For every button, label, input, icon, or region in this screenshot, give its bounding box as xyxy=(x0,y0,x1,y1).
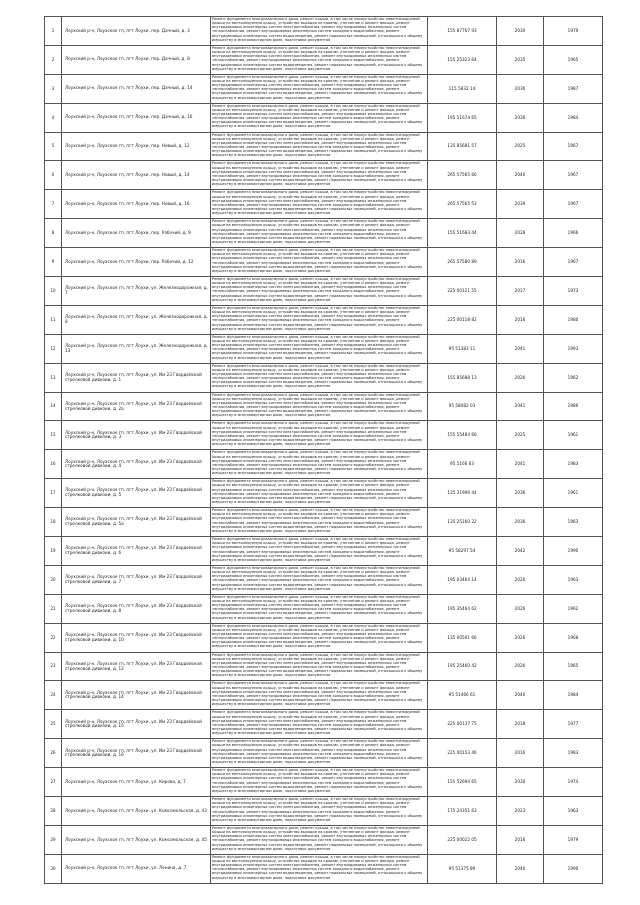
row-built-year: 1967 xyxy=(544,161,603,190)
table-row xyxy=(45,132,603,161)
table-row xyxy=(45,74,603,103)
row-plan-year: 2039 xyxy=(497,190,544,219)
row-cost: 135 25160 22 xyxy=(428,508,497,537)
works-description: Ремонт фундамента многоквартирного дома, ремонт крыши, в том числе переустройство невентилируемой крыши на вентилируемую крышу, устройство выходов на кровлю, утепление и ремонт фасада, ремонт внутридомовых инженерных систем электроснабжения, ремонт внутридомовых инженерных систем теплоснабжения, ремонт внутридомовых инженерных систем холодного водоснабжения, ремонт внутридомовых инженерных систем водоотведения, ремонт подвальных помещений, относящихся к общему имуществу в многоквартирном доме, подготовка документов xyxy=(212,797,423,822)
row-address: Лоухский р-н, Лоухское гп, пгт Лоухи, пер. Дачный, д. 14 xyxy=(62,74,211,103)
row-number: 8 xyxy=(45,219,62,248)
row-plan-year: 2016 xyxy=(497,739,544,768)
works-description: Ремонт фундамента многоквартирного дома, ремонт крыши, в том числе переустройство невентилируемой крыши на вентилируемую крышу, устройство выходов на кровлю, утепление и ремонт фасада, ремонт внутридомовых инженерных систем электроснабжения, ремонт внутридомовых инженерных систем теплоснабжения, ремонт внутридомовых инженерных систем холодного водоснабжения, ремонт внутридомовых инженерных систем водоотведения, ремонт подвальных помещений, относящихся к общему имуществу в многоквартирном доме, подготовка документов xyxy=(212,739,423,765)
row-number: 9 xyxy=(45,248,62,277)
row-built-year: 1980 xyxy=(544,305,603,334)
row-plan-year: 2025 xyxy=(497,421,544,450)
row-built-year: 1967 xyxy=(544,190,603,219)
row-plan-year: 2042 xyxy=(497,537,544,566)
row-built-year: 1961 xyxy=(544,421,603,450)
row-plan-year: 2041 xyxy=(497,450,544,479)
table-row xyxy=(45,768,603,797)
table-row xyxy=(45,681,603,710)
table-row xyxy=(45,508,603,537)
row-address: Лоухский р-н, Лоухское гп, пгт Лоухи, ул. Им 23 Гвардейской стрелковой дивизии, д. 16 xyxy=(62,739,211,768)
row-built-year: 1965 xyxy=(544,652,603,681)
row-number: 10 xyxy=(45,277,62,306)
row-number: 21 xyxy=(45,594,62,623)
row-plan-year: 2026 xyxy=(497,652,544,681)
row-plan-year: 2036 xyxy=(497,479,544,508)
row-number: 24 xyxy=(45,681,62,710)
row-plan-year: 2041 xyxy=(497,334,544,363)
table-row xyxy=(45,710,603,739)
row-built-year: 1983 xyxy=(544,739,603,768)
works-description: Ремонт фундамента многоквартирного дома, ремонт крыши, в том числе переустройство невентилируемой крыши на вентилируемую крышу, устройство выходов на кровлю, утепление и ремонт фасада, ремонт внутридомовых инженерных систем электроснабжения, ремонт внутридомовых инженерных систем теплоснабжения, ремонт внутридомовых инженерных систем холодного водоснабжения, ремонт внутридомовых инженерных систем водоотведения, ремонт подвальных помещений, относящихся к общему имуществу в многоквартирном доме, подготовка документов xyxy=(212,74,423,100)
row-works xyxy=(211,277,428,306)
row-cost: 225 00153 46 xyxy=(428,739,497,768)
table-row xyxy=(45,854,603,883)
row-works xyxy=(211,17,428,46)
row-address: Лоухский р-н, Лоухское гп, пгт Лоухи, пер. Рабочий, д. 9 xyxy=(62,219,211,248)
works-description: Ремонт фундамента многоквартирного дома, ремонт крыши, в том числе переустройство невентилируемой крыши на вентилируемую крышу, устройство выходов на кровлю, утепление и ремонт фасада, ремонт внутридомовых инженерных систем электроснабжения, ремонт внутридомовых инженерных систем теплоснабжения, ремонт внутридомовых инженерных систем холодного водоснабжения, ремонт внутридомовых инженерных систем водоотведения, ремонт подвальных помещений, относящихся к общему имуществу в многоквартирном доме, подготовка документов xyxy=(212,363,423,389)
row-built-year: 1963 xyxy=(544,565,603,594)
row-cost: 195 51674 65 xyxy=(428,103,497,132)
row-plan-year: 2017 xyxy=(497,277,544,306)
row-cost: 265 57565 66 xyxy=(428,161,497,190)
row-plan-year: 2016 xyxy=(497,825,544,854)
row-works xyxy=(211,363,428,392)
works-description: Ремонт фундамента многоквартирного дома, ремонт крыши, в том числе переустройство невентилируемой крыши на вентилируемую крышу, устройство выходов на кровлю, утепление и ремонт фасада, ремонт внутридомовых инженерных систем электроснабжения, ремонт внутридомовых инженерных систем теплоснабжения, ремонт внутридомовых инженерных систем холодного водоснабжения, ремонт внутридомовых инженерных систем водоотведения, ремонт подвальных помещений, относящихся к общему имуществу в многоквартирном доме, подготовка документов xyxy=(212,17,423,42)
row-number: 3 xyxy=(45,74,62,103)
table-row xyxy=(45,277,603,306)
row-built-year: 1987 xyxy=(544,74,603,103)
row-plan-year: 2040 xyxy=(497,161,544,190)
table-row xyxy=(45,594,603,623)
row-built-year: 1967 xyxy=(544,132,603,161)
row-works xyxy=(211,508,428,537)
repair-program-table xyxy=(44,16,603,884)
row-works xyxy=(211,74,428,103)
works-description: Ремонт фундамента многоквартирного дома, ремонт крыши, в том числе переустройство невентилируемой крыши на вентилируемую крышу, устройство выходов на кровлю, утепление и ремонт фасада, ремонт внутридомовых инженерных систем электроснабжения, ремонт внутридомовых инженерных систем теплоснабжения, ремонт внутридомовых инженерных систем холодного водоснабжения, ремонт внутридомовых инженерных систем водоотведения, ремонт подвальных помещений, относящихся к общему имуществу в многоквартирном доме, подготовка документов xyxy=(212,103,423,129)
table-row xyxy=(45,334,603,363)
row-works xyxy=(211,45,428,74)
row-cost: 135 85681 57 xyxy=(428,132,497,161)
row-number: 23 xyxy=(45,652,62,681)
row-address: Лоухский р-н, Лоухское гп, пгт Лоухи, ул. Им 23 Гвардейской стрелковой дивизии, д. 1 xyxy=(62,363,211,392)
row-plan-year: 2018 xyxy=(497,710,544,739)
row-works xyxy=(211,854,428,883)
row-cost: 135 31996 44 xyxy=(428,479,497,508)
works-description: Ремонт фундамента многоквартирного дома, ремонт крыши, в том числе переустройство невентилируемой крыши на вентилируемую крышу, устройство выходов на кровлю, утепление и ремонт фасада, ремонт внутридомовых инженерных систем электроснабжения, ремонт внутридомовых инженерных систем теплоснабжения, ремонт внутридомовых инженерных систем холодного водоснабжения, ремонт внутридомовых инженерных систем водоотведения, ремонт подвальных помещений, относящихся к общему имуществу в многоквартирном доме, подготовка документов xyxy=(212,305,423,331)
table-row xyxy=(45,421,603,450)
row-works xyxy=(211,479,428,508)
row-works xyxy=(211,334,428,363)
row-cost: 115 5832 14 xyxy=(428,74,497,103)
row-plan-year: 2035 xyxy=(497,45,544,74)
table-row xyxy=(45,363,603,392)
table-row xyxy=(45,537,603,566)
row-number: 11 xyxy=(45,305,62,334)
row-plan-year: 2040 xyxy=(497,681,544,710)
row-works xyxy=(211,305,428,334)
row-number: 2 xyxy=(45,45,62,74)
table-row xyxy=(45,103,603,132)
row-built-year: 1990 xyxy=(544,537,603,566)
works-description: Ремонт фундамента многоквартирного дома, ремонт крыши, в том числе переустройство невентилируемой крыши на вентилируемую крышу, устройство выходов на кровлю, утепление и ремонт фасада, ремонт внутридомовых инженерных систем электроснабжения, ремонт внутридомовых инженерных систем теплоснабжения, ремонт внутридомовых инженерных систем холодного водоснабжения, ремонт внутридомовых инженерных систем водоотведения, ремонт подвальных помещений, относящихся к общему имуществу в многоквартирном доме, подготовка документов xyxy=(212,190,423,216)
table-row xyxy=(45,305,603,334)
row-number: 5 xyxy=(45,132,62,161)
row-works xyxy=(211,537,428,566)
table-row xyxy=(45,565,603,594)
row-plan-year: 2026 xyxy=(497,594,544,623)
table-row xyxy=(45,450,603,479)
row-cost: 95 58482 03 xyxy=(428,392,497,421)
row-built-year: 1977 xyxy=(544,710,603,739)
row-number: 7 xyxy=(45,190,62,219)
row-cost: 265 57565 53 xyxy=(428,190,497,219)
works-description: Ремонт фундамента многоквартирного дома, ремонт крыши, в том числе переустройство невентилируемой крыши на вентилируемую крышу, устройство выходов на кровлю, утепление и ремонт фасада, ремонт внутридомовых инженерных систем электроснабжения, ремонт внутридомовых инженерных систем теплоснабжения, ремонт внутридомовых инженерных систем холодного водоснабжения, ремонт внутридомовых инженерных систем водоотведения, ремонт подвальных помещений, относящихся к общему имуществу в многоквартирном доме, подготовка документов xyxy=(212,508,423,533)
row-works xyxy=(211,161,428,190)
row-built-year: 1984 xyxy=(544,681,603,710)
row-cost: 155 85688 13 xyxy=(428,363,497,392)
works-description: Ремонт фундамента многоквартирного дома, ремонт крыши, в том числе переустройство невентилируемой крыши на вентилируемую крышу, устройство выходов на кровлю, утепление и ремонт фасада, ремонт внутридомовых инженерных систем электроснабжения, ремонт внутридомовых инженерных систем теплоснабжения, ремонт внутридомовых инженерных систем холодного водоснабжения, ремонт внутридомовых инженерных систем водоотведения, ремонт подвальных помещений, относящихся к общему имуществу в многоквартирном доме, подготовка документов xyxy=(212,825,423,851)
row-number: 12 xyxy=(45,334,62,363)
row-address: Лоухский р-н, Лоухское гп, пгт Лоухи, ул. Им 23 Гвардейской стрелковой дивизии, д. 5а xyxy=(62,508,211,537)
row-address: Лоухский р-н, Лоухское гп, пгт Лоухи, пер. Дачный, д. 3 xyxy=(62,17,211,46)
row-built-year: 1983 xyxy=(544,450,603,479)
row-cost: 225 00022 05 xyxy=(428,825,497,854)
table-row xyxy=(45,479,603,508)
row-cost: 265 57580 89 xyxy=(428,248,497,277)
row-works xyxy=(211,623,428,652)
row-number: 27 xyxy=(45,768,62,797)
works-description: Ремонт фундамента многоквартирного дома, ремонт крыши, в том числе переустройство невентилируемой крыши на вентилируемую крышу, устройство выходов на кровлю, утепление и ремонт фасада, ремонт внутридомовых инженерных систем электроснабжения, ремонт внутридомовых инженерных систем теплоснабжения, ремонт внутридомовых инженерных систем холодного водоснабжения, ремонт внутридомовых инженерных систем водоотведения, ремонт подвальных помещений, относящихся к общему имуществу в многоквартирном доме, подготовка документов xyxy=(212,854,423,880)
table-row xyxy=(45,797,603,826)
row-address: Лоухский р-н, Лоухское гп, пгт Лоухи, ул. Им 23 Гвардейской стрелковой дивизии, д. 8 xyxy=(62,594,211,623)
row-address: Лоухский р-н, Лоухское гп, пгт Лоухи, ул. Кирова, д. 7 xyxy=(62,768,211,797)
works-description: Ремонт фундамента многоквартирного дома, ремонт крыши, в том числе переустройство невентилируемой крыши на вентилируемую крышу, устройство выходов на кровлю, утепление и ремонт фасада, ремонт внутридомовых инженерных систем электроснабжения, ремонт внутридомовых инженерных систем теплоснабжения, ремонт внутридомовых инженерных систем холодного водоснабжения, ремонт внутридомовых инженерных систем водоотведения, ремонт подвальных помещений, относящихся к общему имуществу в многоквартирном доме, подготовка документов xyxy=(212,768,423,793)
row-plan-year: 2023 xyxy=(497,797,544,826)
row-number: 1 xyxy=(45,17,62,46)
works-description: Ремонт фундамента многоквартирного дома, ремонт крыши, в том числе переустройство невентилируемой крыши на вентилируемую крышу, устройство выходов на кровлю, утепление и ремонт фасада, ремонт внутридомовых инженерных систем электроснабжения, ремонт внутридомовых инженерных систем теплоснабжения, ремонт внутридомовых инженерных систем холодного водоснабжения, ремонт внутридомовых инженерных систем водоотведения, ремонт подвальных помещений, относящихся к общему имуществу в многоквартирном доме, подготовка документов xyxy=(212,277,423,302)
row-cost: 225 00137 75 xyxy=(428,710,497,739)
table-row xyxy=(45,190,603,219)
row-built-year: 1967 xyxy=(544,248,603,277)
row-cost: 225 00121 55 xyxy=(428,277,497,306)
row-number: 28 xyxy=(45,797,62,826)
table-row xyxy=(45,392,603,421)
works-description: Ремонт фундамента многоквартирного дома, ремонт крыши, в том числе переустройство невентилируемой крыши на вентилируемую крышу, устройство выходов на кровлю, утепление и ремонт фасада, ремонт внутридомовых инженерных систем электроснабжения, ремонт внутридомовых инженерных систем теплоснабжения, ремонт внутридомовых инженерных систем холодного водоснабжения, ремонт внутридомовых инженерных систем водоотведения, ремонт подвальных помещений, относящихся к общему имуществу в многоквартирном доме, подготовка документов xyxy=(212,248,423,273)
row-cost: 155 52694 65 xyxy=(428,768,497,797)
table-row xyxy=(45,161,603,190)
table-row xyxy=(45,623,603,652)
row-address: Лоухский р-н, Лоухское гп, пгт Лоухи, ул. Им 23 Гвардейской стрелковой дивизии, д. 10 xyxy=(62,623,211,652)
table-row xyxy=(45,219,603,248)
row-cost: 195 35464 62 xyxy=(428,594,497,623)
row-address: Лоухский р-н, Лоухское гп, пгт Лоухи, ул. Им 23 Гвардейской стрелковой дивизии, д. 2а xyxy=(62,392,211,421)
row-plan-year: 2036 xyxy=(497,103,544,132)
row-works xyxy=(211,219,428,248)
works-description: Ремонт фундамента многоквартирного дома, ремонт крыши, в том числе переустройство невентилируемой крыши на вентилируемую крышу, устройство выходов на кровлю, утепление и ремонт фасада, ремонт внутридомовых инженерных систем электроснабжения, ремонт внутридомовых инженерных систем теплоснабжения, ремонт внутридомовых инженерных систем холодного водоснабжения, ремонт внутридомовых инженерных систем водоотведения, ремонт подвальных помещений, относящихся к общему имуществу в многоквартирном доме, подготовка документов xyxy=(212,594,423,620)
row-built-year: 1963 xyxy=(544,797,603,826)
row-plan-year: 2041 xyxy=(497,392,544,421)
row-built-year: 1961 xyxy=(544,479,603,508)
row-address: Лоухский р-н, Лоухское гп, пгт Лоухи, пер. Дачный, д. 8 xyxy=(62,45,211,74)
row-cost: 95 51466 61 xyxy=(428,681,497,710)
row-address: Лоухский р-н, Лоухское гп, пгт Лоухи, ул. Ленина, д. 7 xyxy=(62,854,211,883)
row-built-year: 1968 xyxy=(544,623,603,652)
row-number: 22 xyxy=(45,623,62,652)
row-built-year: 1962 xyxy=(544,363,603,392)
row-cost: 155 55484 66 xyxy=(428,421,497,450)
table-row xyxy=(45,739,603,768)
works-description: Ремонт фундамента многоквартирного дома, ремонт крыши, в том числе переустройство невентилируемой крыши на вентилируемую крышу, устройство выходов на кровлю, утепление и ремонт фасада, ремонт внутридомовых инженерных систем электроснабжения, ремонт внутридомовых инженерных систем теплоснабжения, ремонт внутридомовых инженерных систем холодного водоснабжения, ремонт внутридомовых инженерных систем водоотведения, ремонт подвальных помещений, относящихся к общему имуществу в многоквартирном доме, подготовка документов xyxy=(212,45,423,71)
row-built-year: 1974 xyxy=(544,768,603,797)
row-address: Лоухский р-н, Лоухское гп, пгт Лоухи, пер. Новый, д. 14 xyxy=(62,161,211,190)
row-number: 29 xyxy=(45,825,62,854)
row-cost: 175 24351 63 xyxy=(428,797,497,826)
row-number: 18 xyxy=(45,508,62,537)
works-description: Ремонт фундамента многоквартирного дома, ремонт крыши, в том числе переустройство невентилируемой крыши на вентилируемую крышу, устройство выходов на кровлю, утепление и ремонт фасада, ремонт внутридомовых инженерных систем электроснабжения, ремонт внутридомовых инженерных систем теплоснабжения, ремонт внутридомовых инженерных систем холодного водоснабжения, ремонт внутридомовых инженерных систем водоотведения, ремонт подвальных помещений, относящихся к общему имуществу в многоквартирном доме, подготовка документов xyxy=(212,421,423,447)
row-plan-year: 2036 xyxy=(497,508,544,537)
row-address: Лоухский р-н, Лоухское гп, пгт Лоухи, ул. Им 23 Гвардейской стрелковой дивизии, д. 15 xyxy=(62,710,211,739)
row-cost: 155 25323 64 xyxy=(428,45,497,74)
table-row xyxy=(45,17,603,46)
row-number: 25 xyxy=(45,710,62,739)
row-built-year: 1962 xyxy=(544,594,603,623)
row-built-year: 1984 xyxy=(544,103,603,132)
row-number: 17 xyxy=(45,479,62,508)
row-works xyxy=(211,652,428,681)
row-works xyxy=(211,825,428,854)
row-cost: 95 58297 54 xyxy=(428,537,497,566)
row-works xyxy=(211,450,428,479)
row-works xyxy=(211,132,428,161)
row-built-year: 1965 xyxy=(544,45,603,74)
row-plan-year: 2026 xyxy=(497,363,544,392)
row-cost: 95 51383 11 xyxy=(428,334,497,363)
row-built-year: 1963 xyxy=(544,508,603,537)
row-address: Лоухский р-н, Лоухское гп, пгт Лоухи, ул. Им 23 Гвардейской стрелковой дивизии, д. 14 xyxy=(62,681,211,710)
works-description: Ремонт фундамента многоквартирного дома, ремонт крыши, в том числе переустройство невентилируемой крыши на вентилируемую крышу, устройство выходов на кровлю, утепление и ремонт фасада, ремонт внутридомовых инженерных систем электроснабжения, ремонт внутридомовых инженерных систем теплоснабжения, ремонт внутридомовых инженерных систем холодного водоснабжения, ремонт внутридомовых инженерных систем водоотведения, ремонт подвальных помещений, относящихся к общему имуществу в многоквартирном доме, подготовка документов xyxy=(212,392,423,418)
row-plan-year: 2025 xyxy=(497,132,544,161)
row-works xyxy=(211,681,428,710)
works-description: Ремонт фундамента многоквартирного дома, ремонт крыши, в том числе переустройство невентилируемой крыши на вентилируемую крышу, устройство выходов на кровлю, утепление и ремонт фасада, ремонт внутридомовых инженерных систем электроснабжения, ремонт внутридомовых инженерных систем теплоснабжения, ремонт внутридомовых инженерных систем холодного водоснабжения, ремонт внутридомовых инженерных систем водоотведения, ремонт подвальных помещений, относящихся к общему имуществу в многоквартирном доме, подготовка документов xyxy=(212,219,423,245)
row-address: Лоухский р-н, Лоухское гп, пгт Лоухи, ул. Комсомольская, д. 43 xyxy=(62,797,211,826)
row-address: Лоухский р-н, Лоухское гп, пгт Лоухи, пер. Рабочий, д. 12 xyxy=(62,248,211,277)
row-address: Лоухский р-н, Лоухское гп, пгт Лоухи, ул. Им 23 Гвардейской стрелковой дивизии, д. 5 xyxy=(62,479,211,508)
table-row xyxy=(45,248,603,277)
row-cost: 135 00501 66 xyxy=(428,623,497,652)
row-works xyxy=(211,594,428,623)
row-cost: 225 00118 82 xyxy=(428,305,497,334)
row-address: Лоухский р-н, Лоухское гп, пгт Лоухи, ул. Железнодорожная, д. 7 xyxy=(62,277,211,306)
row-plan-year: 2016 xyxy=(497,248,544,277)
row-number: 16 xyxy=(45,450,62,479)
row-number: 20 xyxy=(45,565,62,594)
row-plan-year: 2040 xyxy=(497,854,544,883)
row-cost: 155 51683 44 xyxy=(428,219,497,248)
row-address: Лоухский р-н, Лоухское гп, пгт Лоухи, ул. Им 23 Гвардейской стрелковой дивизии, д. 4 xyxy=(62,450,211,479)
row-built-year: 1979 xyxy=(544,17,603,46)
works-description: Ремонт фундамента многоквартирного дома, ремонт крыши, в том числе переустройство невентилируемой крыши на вентилируемую крышу, устройство выходов на кровлю, утепление и ремонт фасада, ремонт внутридомовых инженерных систем электроснабжения, ремонт внутридомовых инженерных систем теплоснабжения, ремонт внутридомовых инженерных систем холодного водоснабжения, ремонт внутридомовых инженерных систем водоотведения, ремонт подвальных помещений, относящихся к общему имуществу в многоквартирном доме, подготовка документов xyxy=(212,537,423,562)
row-address: Лоухский р-н, Лоухское гп, пгт Лоухи, ул. Комсомольская, д. 45 xyxy=(62,825,211,854)
row-number: 19 xyxy=(45,537,62,566)
works-description: Ремонт фундамента многоквартирного дома, ремонт крыши, в том числе переустройство невентилируемой крыши на вентилируемую крышу, устройство выходов на кровлю, утепление и ремонт фасада, ремонт внутридомовых инженерных систем электроснабжения, ремонт внутридомовых инженерных систем теплоснабжения, ремонт внутридомовых инженерных систем холодного водоснабжения, ремонт внутридомовых инженерных систем водоотведения, ремонт подвальных помещений, относящихся к общему имуществу в многоквартирном доме, подготовка документов xyxy=(212,450,423,476)
row-plan-year: 2016 xyxy=(497,305,544,334)
row-built-year: 1986 xyxy=(544,392,603,421)
row-cost: 195 25460 42 xyxy=(428,652,497,681)
row-address: Лоухский р-н, Лоухское гп, пгт Лоухи, пер. Дачный, д. 16 xyxy=(62,103,211,132)
row-address: Лоухский р-н, Лоухское гп, пгт Лоухи, ул. Им 23 Гвардейской стрелковой дивизии, д. 3 xyxy=(62,421,211,450)
row-address: Лоухский р-н, Лоухское гп, пгт Лоухи, пер. Новый, д. 12 xyxy=(62,132,211,161)
row-works xyxy=(211,739,428,768)
works-description: Ремонт фундамента многоквартирного дома, ремонт крыши, в том числе переустройство невентилируемой крыши на вентилируемую крышу, устройство выходов на кровлю, утепление и ремонт фасада, ремонт внутридомовых инженерных систем электроснабжения, ремонт внутридомовых инженерных систем теплоснабжения, ремонт внутридомовых инженерных систем холодного водоснабжения, ремонт внутридомовых инженерных систем водоотведения, ремонт подвальных помещений, относящихся к общему имуществу в многоквартирном доме, подготовка документов xyxy=(212,681,423,707)
row-works xyxy=(211,248,428,277)
program-table-page xyxy=(44,16,596,884)
table-body xyxy=(45,17,603,884)
row-number: 30 xyxy=(45,854,62,883)
works-description: Ремонт фундамента многоквартирного дома, ремонт крыши, в том числе переустройство невентилируемой крыши на вентилируемую крышу, устройство выходов на кровлю, утепление и ремонт фасада, ремонт внутридомовых инженерных систем электроснабжения, ремонт внутридомовых инженерных систем теплоснабжения, ремонт внутридомовых инженерных систем холодного водоснабжения, ремонт внутридомовых инженерных систем водоотведения, ремонт подвальных помещений, относящихся к общему имуществу в многоквартирном доме, подготовка документов xyxy=(212,565,423,591)
works-description: Ремонт фундамента многоквартирного дома, ремонт крыши, в том числе переустройство невентилируемой крыши на вентилируемую крышу, устройство выходов на кровлю, утепление и ремонт фасада, ремонт внутридомовых инженерных систем электроснабжения, ремонт внутридомовых инженерных систем теплоснабжения, ремонт внутридомовых инженерных систем холодного водоснабжения, ремонт внутридомовых инженерных систем водоотведения, ремонт подвальных помещений, относящихся к общему имуществу в многоквартирном доме, подготовка документов xyxy=(212,161,423,187)
row-cost: 195 03464 14 xyxy=(428,565,497,594)
row-address: Лоухский р-н, Лоухское гп, пгт Лоухи, ул. Железнодорожная, д. 8 xyxy=(62,305,211,334)
row-plan-year: 2036 xyxy=(497,74,544,103)
works-description: Ремонт фундамента многоквартирного дома, ремонт крыши, в том числе переустройство невентилируемой крыши на вентилируемую крышу, устройство выходов на кровлю, утепление и ремонт фасада, ремонт внутридомовых инженерных систем электроснабжения, ремонт внутридомовых инженерных систем теплоснабжения, ремонт внутридомовых инженерных систем холодного водоснабжения, ремонт внутридомовых инженерных систем водоотведения, ремонт подвальных помещений, относящихся к общему имуществу в многоквартирном доме, подготовка документов xyxy=(212,652,423,678)
row-works xyxy=(211,565,428,594)
row-works xyxy=(211,797,428,826)
row-built-year: 1990 xyxy=(544,854,603,883)
row-works xyxy=(211,768,428,797)
row-works xyxy=(211,392,428,421)
row-number: 4 xyxy=(45,103,62,132)
row-number: 14 xyxy=(45,392,62,421)
works-description: Ремонт фундамента многоквартирного дома, ремонт крыши, в том числе переустройство невентилируемой крыши на вентилируемую крышу, устройство выходов на кровлю, утепление и ремонт фасада, ремонт внутридомовых инженерных систем электроснабжения, ремонт внутридомовых инженерных систем теплоснабжения, ремонт внутридомовых инженерных систем холодного водоснабжения, ремонт внутридомовых инженерных систем водоотведения, ремонт подвальных помещений, относящихся к общему имуществу в многоквартирном доме, подготовка документов xyxy=(212,334,423,360)
works-description: Ремонт фундамента многоквартирного дома, ремонт крыши, в том числе переустройство невентилируемой крыши на вентилируемую крышу, устройство выходов на кровлю, утепление и ремонт фасада, ремонт внутридомовых инженерных систем электроснабжения, ремонт внутридомовых инженерных систем теплоснабжения, ремонт внутридомовых инженерных систем холодного водоснабжения, ремонт внутридомовых инженерных систем водоотведения, ремонт подвальных помещений, относящихся к общему имуществу в многоквартирном доме, подготовка документов xyxy=(212,132,423,158)
row-built-year: 1966 xyxy=(544,219,603,248)
row-number: 13 xyxy=(45,363,62,392)
row-built-year: 1979 xyxy=(544,825,603,854)
row-address: Лоухский р-н, Лоухское гп, пгт Лоухи, ул. Железнодорожная, д. 13 xyxy=(62,334,211,363)
row-works xyxy=(211,710,428,739)
row-number: 6 xyxy=(45,161,62,190)
row-number: 26 xyxy=(45,739,62,768)
table-row xyxy=(45,45,603,74)
table-row xyxy=(45,825,603,854)
row-cost: 155 87767 93 xyxy=(428,17,497,46)
row-works xyxy=(211,190,428,219)
row-number: 15 xyxy=(45,421,62,450)
row-plan-year: 2030 xyxy=(497,768,544,797)
row-cost: 95 51375 89 xyxy=(428,854,497,883)
row-cost: 95 5166 63 xyxy=(428,450,497,479)
works-description: Ремонт фундамента многоквартирного дома, ремонт крыши, в том числе переустройство невентилируемой крыши на вентилируемую крышу, устройство выходов на кровлю, утепление и ремонт фасада, ремонт внутридомовых инженерных систем электроснабжения, ремонт внутридомовых инженерных систем теплоснабжения, ремонт внутридомовых инженерных систем холодного водоснабжения, ремонт внутридомовых инженерных систем водоотведения, ремонт подвальных помещений, относящихся к общему имуществу в многоквартирном доме, подготовка документов xyxy=(212,479,423,505)
row-address: Лоухский р-н, Лоухское гп, пгт Лоухи, ул. Им 23 Гвардейской стрелковой дивизии, д. 6 xyxy=(62,537,211,566)
works-description: Ремонт фундамента многоквартирного дома, ремонт крыши, в том числе переустройство невентилируемой крыши на вентилируемую крышу, устройство выходов на кровлю, утепление и ремонт фасада, ремонт внутридомовых инженерных систем электроснабжения, ремонт внутридомовых инженерных систем теплоснабжения, ремонт внутридомовых инженерных систем холодного водоснабжения, ремонт внутридомовых инженерных систем водоотведения, ремонт подвальных помещений, относящихся к общему имуществу в многоквартирном доме, подготовка документов xyxy=(212,710,423,736)
works-description: Ремонт фундамента многоквартирного дома, ремонт крыши, в том числе переустройство невентилируемой крыши на вентилируемую крышу, устройство выходов на кровлю, утепление и ремонт фасада, ремонт внутридомовых инженерных систем электроснабжения, ремонт внутридомовых инженерных систем теплоснабжения, ремонт внутридомовых инженерных систем холодного водоснабжения, ремонт внутридомовых инженерных систем водоотведения, ремонт подвальных помещений, относящихся к общему имуществу в многоквартирном доме, подготовка документов xyxy=(212,623,423,649)
row-plan-year: 2028 xyxy=(497,219,544,248)
row-plan-year: 2026 xyxy=(497,565,544,594)
row-address: Лоухский р-н, Лоухское гп, пгт Лоухи, пер. Новый, д. 16 xyxy=(62,190,211,219)
row-plan-year: 2030 xyxy=(497,17,544,46)
row-address: Лоухский р-н, Лоухское гп, пгт Лоухи, ул. Им 23 Гвардейской стрелковой дивизии, д. 7 xyxy=(62,565,211,594)
table-row xyxy=(45,652,603,681)
row-built-year: 1993 xyxy=(544,334,603,363)
row-address: Лоухский р-н, Лоухское гп, пгт Лоухи, ул. Им 23 Гвардейской стрелковой дивизии, д. 12 xyxy=(62,652,211,681)
row-works xyxy=(211,421,428,450)
row-built-year: 1973 xyxy=(544,277,603,306)
row-plan-year: 2026 xyxy=(497,623,544,652)
row-works xyxy=(211,103,428,132)
